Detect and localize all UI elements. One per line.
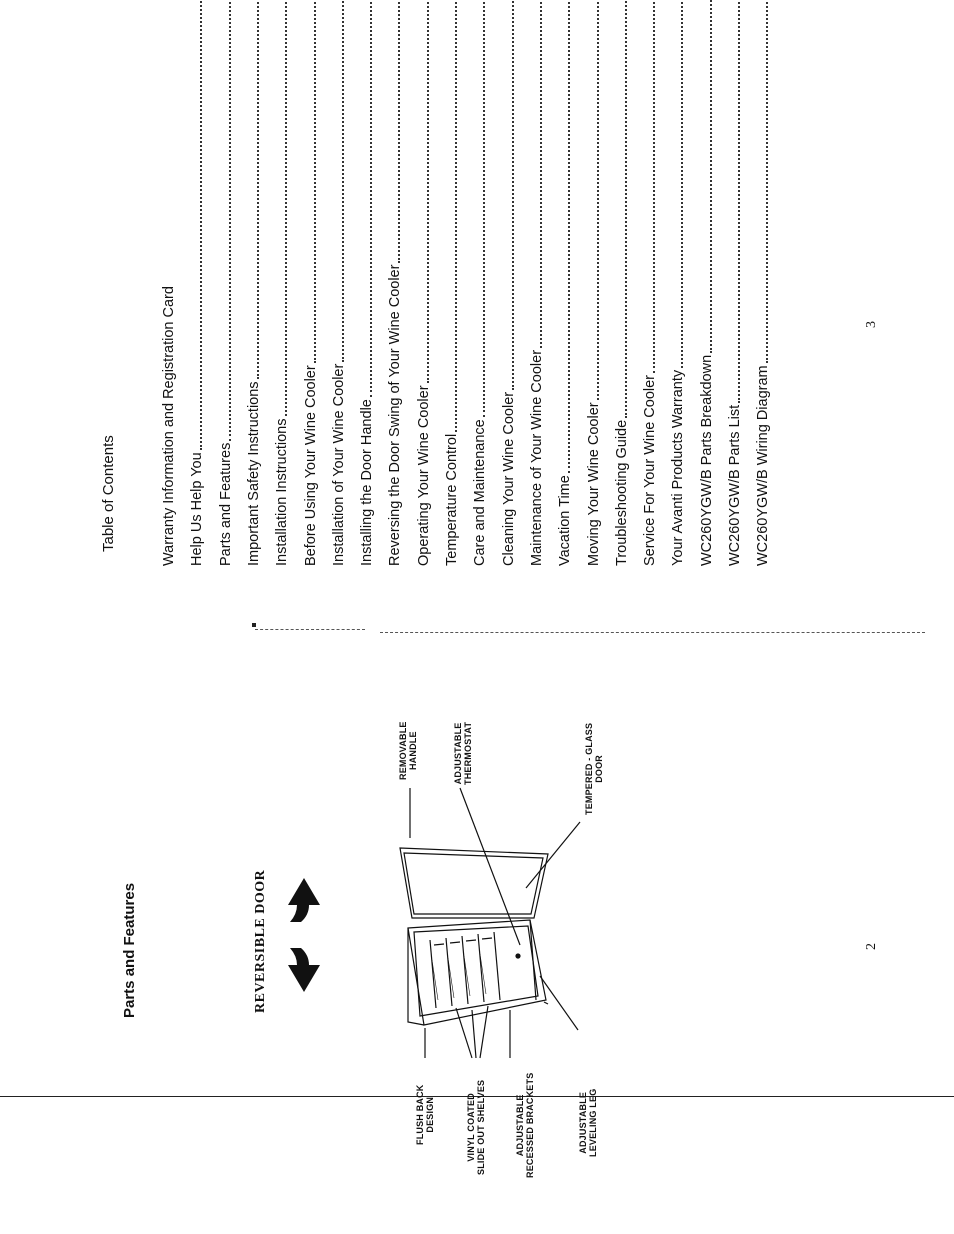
toc-entry [585, 0, 603, 566]
toc-entry-leader [581, 0, 599, 400]
toc-entry-label: Operating Your Wine Cooler [416, 385, 432, 566]
toc-entry-label: Installation of Your Wine Cooler [331, 363, 347, 566]
toc-entry-leader [184, 0, 202, 450]
parts-features-title: Parts and Features [121, 882, 138, 1018]
callout-adjustable-thermostat: ADJUSTABLE THERMOSTAT [453, 721, 473, 785]
reversible-door-label: REVERSIBLE DOOR [253, 869, 268, 1013]
toc-entry [358, 0, 376, 566]
toc-entry [330, 0, 348, 566]
toc-entry-leader [382, 0, 400, 263]
toc-entry-label: Your Avanti Products Warranty [670, 369, 686, 566]
toc-entry-leader [269, 0, 287, 417]
toc-title: Table of Contents [100, 435, 117, 552]
toc-entry-leader [609, 0, 627, 418]
toc-entry-label: WC260YGW/B Parts List [727, 404, 743, 566]
toc-entry-label: Maintenance of Your Wine Cooler [529, 349, 545, 566]
toc-entry-leader [750, 0, 768, 363]
toc-entry [641, 0, 659, 566]
toc-entry-label: Installation Instructions [274, 418, 290, 566]
toc-entry [669, 0, 687, 566]
toc-entry-leader [241, 0, 259, 379]
toc-entry-label: Reversing the Door Swing of Your Wine Cooler [387, 264, 403, 566]
callout-vinyl-coated-shelves: VINYL COATED SLIDE OUT SHELVES [466, 1079, 486, 1175]
toc-entry [528, 0, 546, 566]
toc-entry [471, 0, 489, 566]
toc-entry-leader [722, 0, 740, 403]
toc-entry-label: Care and Maintenance [472, 419, 488, 566]
toc-entry-label: Moving Your Wine Cooler [586, 402, 602, 566]
toc-entry-label: Warranty Information and Registration Card [161, 286, 177, 566]
toc-entry-leader [694, 0, 712, 353]
callout-adjustable-brackets: ADJUSTABLE RECESSED BRACKETS [515, 1072, 535, 1178]
toc-entry-leader [637, 0, 655, 373]
callout-removable-handle: REMOVABLE HANDLE [398, 721, 418, 780]
toc-entry-label: Installing the Door Handle [359, 399, 375, 566]
toc-entry [698, 0, 716, 566]
toc-entry-label: Before Using Your Wine Cooler [303, 365, 319, 566]
toc-entry [188, 0, 206, 566]
toc-entry [443, 0, 461, 566]
toc-entry-label: WC260YGW/B Wiring Diagram [755, 365, 771, 566]
toc-entry [160, 286, 178, 566]
toc-entry-label: Help Us Help You [189, 452, 205, 566]
toc-entry-leader [298, 0, 316, 363]
toc-entry-label: WC260YGW/B Parts Breakdown [699, 354, 715, 566]
toc-entry-leader [326, 0, 344, 362]
toc-entry-leader [411, 0, 429, 383]
callout-flush-back-design: FLUSH BACK DESIGN [415, 1084, 435, 1145]
toc-entry-label: Service For Your Wine Cooler [642, 375, 658, 566]
toc-entry [386, 0, 404, 566]
toc-entry-leader [496, 0, 514, 390]
toc-entry-leader [439, 0, 457, 432]
toc-entry-label: Troubleshooting Guide [614, 419, 630, 566]
toc-entry [273, 0, 291, 566]
callout-tempered-glass-door: TEMPERED - GLASS DOOR [584, 722, 604, 815]
toc-entry-leader [467, 0, 485, 417]
toc-entry-leader [665, 0, 683, 368]
toc-entry [302, 0, 320, 566]
toc-entry [415, 0, 433, 566]
toc-entry [500, 0, 518, 566]
toc-entry-leader [552, 0, 570, 473]
toc-entry-leader [354, 0, 372, 397]
toc-entry-label: Temperature Control [444, 433, 460, 566]
toc-entry-label: Cleaning Your Wine Cooler [501, 391, 517, 566]
toc-entry-label: Parts and Features [218, 442, 234, 566]
toc-entry [613, 0, 631, 566]
toc-entry [245, 0, 263, 566]
toc-entry-label: Important Safety Instructions [246, 381, 262, 566]
page-number-left: 2 [864, 943, 879, 950]
toc-entry [754, 0, 772, 566]
page-number-right: 3 [864, 321, 879, 328]
toc-entry-label: Vacation Time [557, 475, 573, 566]
callout-adjustable-leg: ADJUSTABLE LEVELING LEG [578, 1088, 598, 1157]
toc-entry [556, 0, 574, 566]
toc-entry-leader [213, 0, 231, 441]
toc-entry-leader [524, 0, 542, 348]
toc-entry [217, 0, 235, 566]
toc-entry [726, 0, 744, 566]
